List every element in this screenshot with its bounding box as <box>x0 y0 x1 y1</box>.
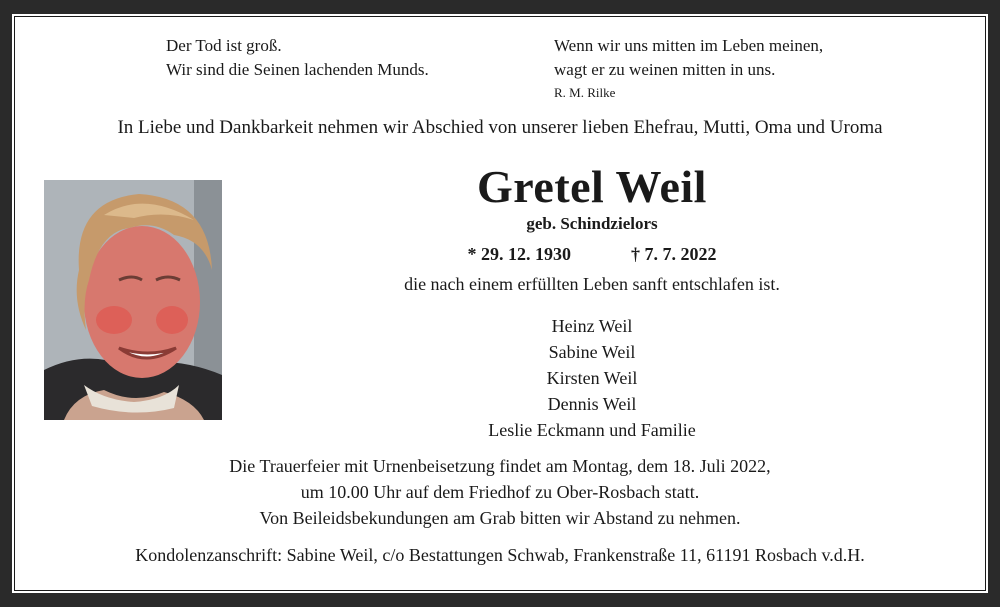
intro-text: In Liebe und Dankbarkeit nehmen wir Abschied von unserer lieben Ehefrau, Mutti, Oma und Uroma <box>117 117 883 138</box>
portrait-image <box>44 180 222 420</box>
service-line: um 10.00 Uhr auf dem Friedhof zu Ober-Rosbach statt. <box>300 482 700 502</box>
death-date: † 7. 7. 2022 <box>631 244 717 264</box>
service-line: Von Beileidsbekundungen am Grab bitten wir Abstand zu nehmen. <box>259 508 741 528</box>
life-dates <box>342 244 842 265</box>
condolence-address: Kondolenzanschrift: Sabine Weil, c/o Bestattungen Schwab, Frankenstraße 11, 61191 Rosbach v.d.H. <box>135 545 865 565</box>
obituary-notice <box>12 14 988 593</box>
quote-right <box>554 34 823 82</box>
quote-left-line: Wir sind die Seinen lachenden Munds. <box>166 60 429 79</box>
quote-author: R. M. Rilke <box>554 85 616 100</box>
mourners-list <box>342 313 842 443</box>
quote-left-line: Der Tod ist groß. <box>166 36 282 55</box>
quote-right-line: wagt er zu weinen mitten in uns. <box>554 60 776 79</box>
service-line: Die Trauerfeier mit Urnenbeisetzung findet am Montag, dem 18. Juli 2022, <box>229 456 771 476</box>
service-info <box>12 453 988 531</box>
quote-right-line: Wenn wir uns mitten im Leben meinen, <box>554 36 824 55</box>
passing-text: die nach einem erfüllten Leben sanft entschlafen ist. <box>404 274 780 294</box>
mourner-name: Dennis Weil <box>547 394 637 414</box>
quote-left <box>166 34 429 82</box>
mourner-name: Sabine Weil <box>548 342 636 362</box>
mourner-name: Kirsten Weil <box>546 368 638 388</box>
deceased-name: Gretel Weil <box>477 161 707 212</box>
mourner-name: Heinz Weil <box>551 316 633 336</box>
portrait-photo <box>44 180 222 420</box>
birth-date: * 29. 12. 1930 <box>467 244 571 264</box>
deceased-birthname: geb. Schindzielors <box>526 214 658 233</box>
mourner-name: Leslie Eckmann und Familie <box>488 420 696 440</box>
